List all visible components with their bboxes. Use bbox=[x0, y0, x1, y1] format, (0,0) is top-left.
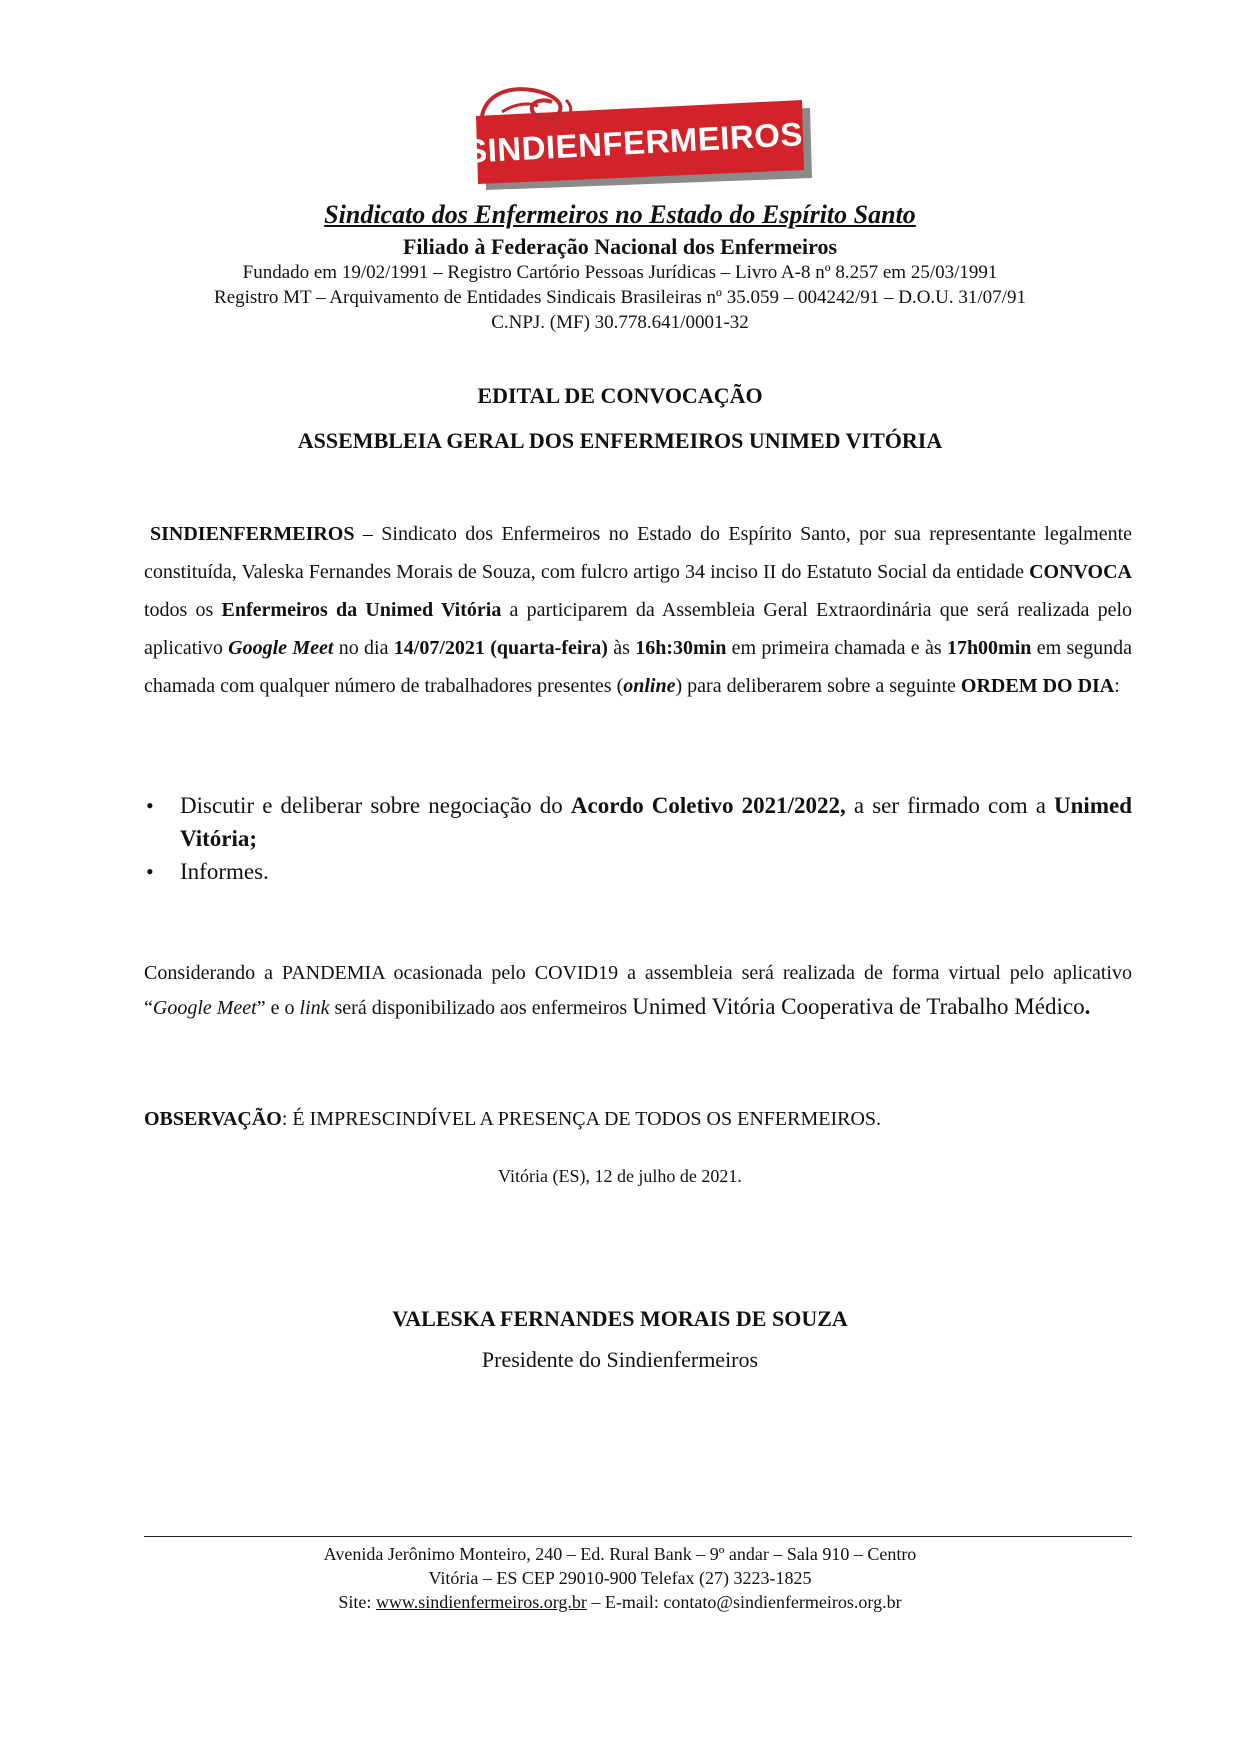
convocation-paragraph bbox=[144, 515, 1132, 705]
unimed-bold: Unimed Vitória; bbox=[180, 793, 1132, 851]
footer-contacts bbox=[0, 1592, 1240, 1613]
sindienfermeiros-logo bbox=[462, 82, 814, 194]
text-span: ) para deliberarem sobre a seguinte bbox=[675, 675, 961, 697]
union-name: Sindicato dos Enfermeiros no Estado do Espírito Santo bbox=[324, 200, 916, 229]
footer-address: Avenida Jerônimo Monteiro, 240 – Ed. Rural Bank – 9º andar – Sala 910 – Centro bbox=[323, 1544, 917, 1564]
signatory-name: VALESKA FERNANDES MORAIS DE SOUZA bbox=[392, 1306, 848, 1331]
nurses-bold: Enfermeiros da Unimed Vitória bbox=[221, 599, 502, 621]
bullet-icon: • bbox=[146, 859, 154, 884]
site-label: Site: bbox=[338, 1592, 376, 1612]
app-name: Google Meet bbox=[152, 997, 257, 1019]
text-span: Discutir e deliberar sobre negociação do bbox=[180, 793, 571, 818]
website-link[interactable]: www.sindienfermeiros.org.br bbox=[375, 1592, 587, 1612]
meeting-date: 14/07/2021 (quarta-feira) bbox=[393, 637, 608, 659]
cnpj-line: C.NPJ. (MF) 30.778.641/0001-32 bbox=[491, 312, 749, 333]
observation bbox=[144, 1108, 881, 1131]
online-italic: online bbox=[623, 675, 676, 697]
email-text: – E-mail: contato@sindienfermeiros.org.br bbox=[586, 1592, 902, 1612]
agenda-item-1 bbox=[144, 789, 1132, 855]
text-span: no dia bbox=[333, 637, 394, 659]
registry-line-2: Registro MT – Arquivamento de Entidades Sindicais Brasileiras nº 35.059 – 004242/91 – D.O.U. 31/07/91 bbox=[214, 287, 1026, 308]
text-span: : bbox=[1114, 675, 1120, 697]
notice-subtitle: ASSEMBLEIA GERAL DOS ENFERMEIROS UNIMED VITÓRIA bbox=[297, 428, 943, 453]
footer-city-phone: Vitória – ES CEP 29010-900 Telefax (27) 3223-1825 bbox=[428, 1568, 812, 1588]
agenda-label: ORDEM DO DIA bbox=[960, 675, 1115, 697]
app-name: Google Meet bbox=[228, 637, 334, 659]
union-acronym: SINDIENFERMEIROS bbox=[150, 523, 355, 545]
agenda-item-2 bbox=[144, 855, 1132, 888]
footer-divider bbox=[144, 1536, 1132, 1537]
second-call-time: 17h00min bbox=[946, 637, 1032, 659]
link-italic: link bbox=[299, 997, 330, 1019]
observation-label: OBSERVAÇÃO bbox=[144, 1108, 282, 1130]
text-span: todos os bbox=[144, 599, 222, 621]
first-call-time: 16h:30min bbox=[635, 637, 727, 659]
signatory-role: Presidente do Sindienfermeiros bbox=[481, 1347, 759, 1372]
text-span: – Sindicato dos Enfermeiros no Estado do Espírito Santo, por sua representante legalmente constituída, Valeska Fernandes Morais de Souza, com fulcro artigo 34 inciso II do Estatuto Social da entidade bbox=[144, 523, 1132, 583]
logo-wordmark: SINDIENFERMEIROS bbox=[464, 115, 804, 170]
text-span: será disponibilizado aos enfermeiros bbox=[329, 997, 633, 1019]
text-span: a participarem da Assembleia Geral Extraordinária que será realizada pelo aplicativo bbox=[144, 599, 1133, 659]
issue-date: Vitória (ES), 12 de julho de 2021. bbox=[498, 1166, 742, 1186]
text-span: ” e o bbox=[256, 997, 300, 1019]
text-span: Informes. bbox=[180, 859, 269, 884]
bullet-icon: • bbox=[146, 793, 154, 818]
text-span: Considerando a PANDEMIA ocasionada pelo COVID19 a assembleia será realizada de forma virtual pelo aplicativo “ bbox=[144, 962, 1132, 1019]
text-span: às bbox=[607, 637, 636, 659]
pandemic-paragraph bbox=[144, 957, 1132, 1025]
observation-text: : É IMPRESCINDÍVEL A PRESENÇA DE TODOS OS ENFERMEIROS. bbox=[281, 1108, 882, 1130]
cooperative-name: Unimed Vitória Cooperativa de Trabalho Médico bbox=[632, 994, 1085, 1019]
text-span: em primeira chamada e às bbox=[726, 637, 947, 659]
agreement-bold: Acordo Coletivo 2021/2022, bbox=[570, 793, 846, 818]
registry-line-1: Fundado em 19/02/1991 – Registro Cartório Pessoas Jurídicas – Livro A-8 nº 8.257 em 25/03/1991 bbox=[242, 262, 998, 283]
text-span: a ser firmado com a bbox=[845, 793, 1055, 818]
text-span: . bbox=[1084, 994, 1091, 1019]
notice-title: EDITAL DE CONVOCAÇÃO bbox=[477, 383, 763, 408]
convoca-bold: CONVOCA bbox=[1029, 561, 1132, 583]
affiliation: Filiado à Federação Nacional dos Enfermeiros bbox=[402, 234, 838, 259]
agenda-list bbox=[144, 789, 1132, 888]
text-span: em segunda chamada com qualquer número de trabalhadores presentes ( bbox=[144, 637, 1132, 697]
